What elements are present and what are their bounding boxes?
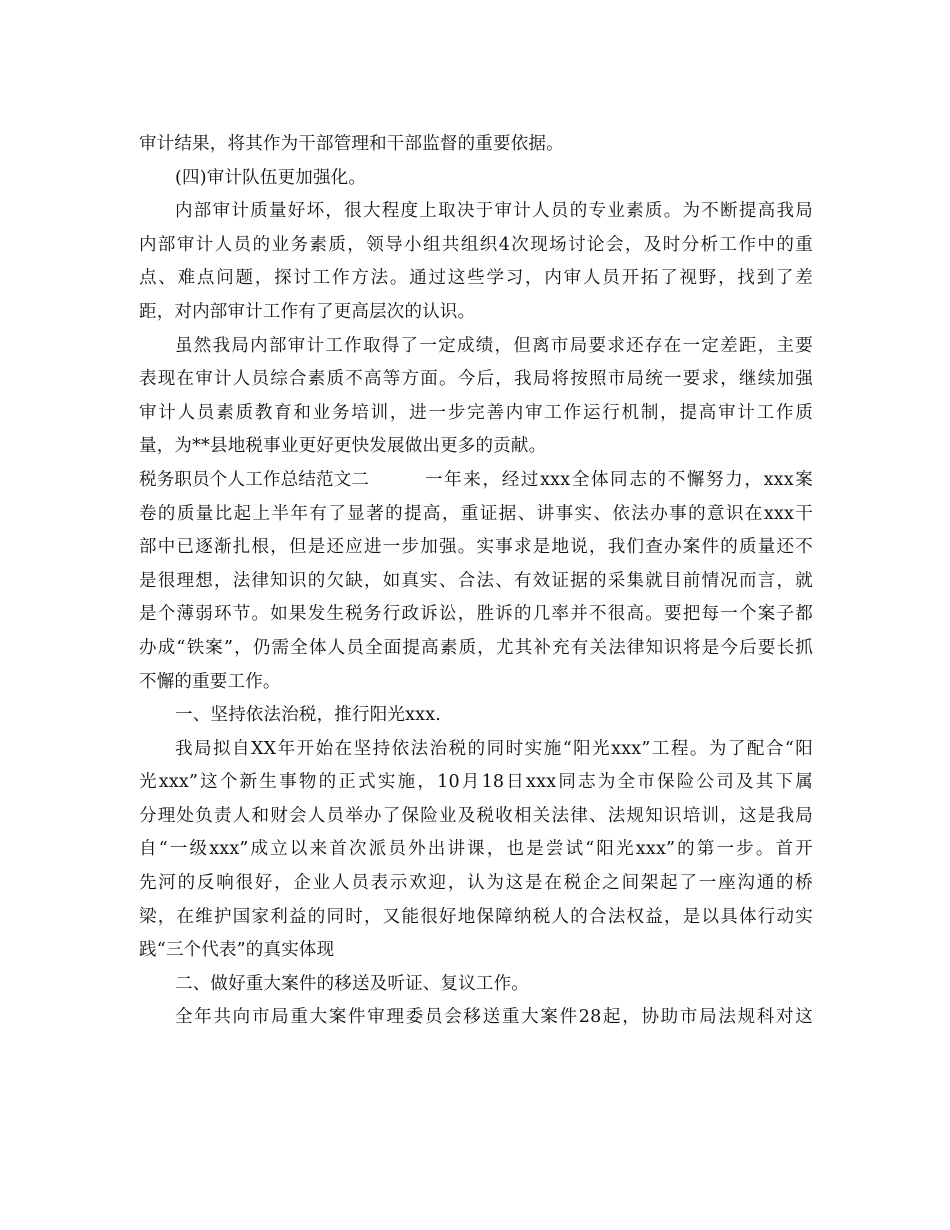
text-line: 是个薄弱环节。如果发生税务行政诉讼，胜诉的几率并不很高。要把每一个案子都 <box>139 604 813 625</box>
text-line: 自“一级xxx”成立以来首次派员外出讲课，也是尝试“阳光xxx”的第一步。首开 <box>139 839 813 860</box>
text-line: 办成“铁案”，仍需全体人员全面提高素质，尤其补充有关法律知识将是今后要长抓 <box>139 637 813 658</box>
section-heading: 一、坚持依法治税，推行阳光xxx. <box>175 705 442 726</box>
text-line: 践“三个代表”的真实体现 <box>139 940 335 961</box>
text-line: 不懈的重要工作。 <box>139 671 281 692</box>
text-line: 表现在审计人员综合素质不高等方面。今后，我局将按照市局统一要求，继续加强 <box>139 369 813 390</box>
text-line: 我局拟自XX年开始在坚持依法治税的同时实施“阳光xxx”工程。为了配合“阳 <box>175 738 813 759</box>
text-line: 点、难点问题，探讨工作方法。通过这些学习，内审人员开拓了视野，找到了差 <box>139 268 813 289</box>
text-line: 审计结果，将其作为干部管理和干部监督的重要依据。 <box>139 134 564 154</box>
text-line: 审计人员素质教育和业务培训，进一步完善内审工作运行机制，提高审计工作质 <box>139 402 813 423</box>
section-heading: 二、做好重大案件的移送及听证、复议工作。 <box>175 973 529 994</box>
article-heading-row <box>139 464 813 498</box>
text-line: 全年共向市局重大案件审理委员会移送重大案件28起，协助市局法规科对这 <box>175 1007 813 1028</box>
text-line: 先河的反响很好，企业人员表示欢迎，认为这是在税企之间架起了一座沟通的桥 <box>139 873 813 894</box>
text-line: 梁，在维护国家利益的同时，又能很好地保障纳税人的合法权益，是以具体行动实 <box>139 906 813 927</box>
text-line: 是很理想，法律知识的欠缺，如真实、合法、有效证据的采集就目前情况而言，就 <box>139 570 813 591</box>
text-line: 距，对内部审计工作有了更高层次的认识。 <box>139 301 476 322</box>
text-line: 虽然我局内部审计工作取得了一定成绩，但离市局要求还存在一定差距，主要 <box>175 335 813 356</box>
text-line: 内部审计质量好坏，很大程度上取决于审计人员的专业素质。为不断提高我局 <box>175 201 813 222</box>
text-line: 一年来，经过xxx全体同志的不懈努力，xxx案 <box>425 469 813 490</box>
article-title: 税务职员个人工作总结范文二 <box>139 469 370 490</box>
document-body <box>139 128 813 1035</box>
text-line: 量，为**县地税事业更好更快发展做出更多的贡献。 <box>139 436 547 457</box>
text-line: 光xxx”这个新生事物的正式实施，10月18日xxx同志为全市保险公司及其下属 <box>139 772 813 793</box>
text-line: 卷的质量比起上半年有了显著的提高，重证据、讲事实、依法办事的意识在xxx干 <box>139 503 813 524</box>
text-line: 内部审计人员的业务素质，领导小组共组织4次现场讨论会，及时分析工作中的重 <box>139 234 813 255</box>
text-line: 分理处负责人和财会人员举办了保险业及税收相关法律、法规知识培训，这是我局 <box>139 805 813 826</box>
section-heading: (四)审计队伍更加强化。 <box>175 167 367 188</box>
text-line: 部中已逐渐扎根，但是还应进一步加强。实事求是地说，我们查办案件的质量还不 <box>139 537 813 558</box>
